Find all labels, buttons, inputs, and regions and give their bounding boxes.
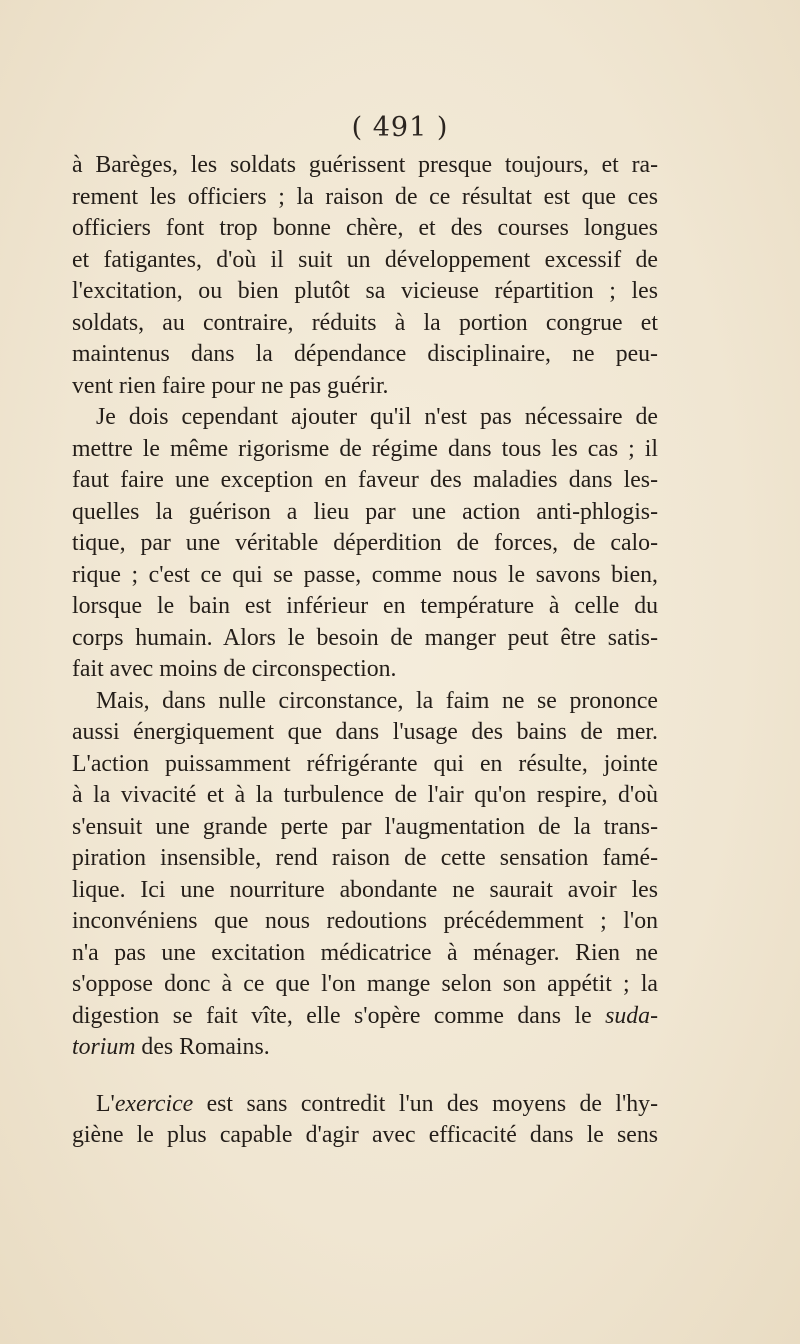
text-span: L' — [96, 1090, 115, 1117]
page-number: ( 491 ) — [351, 112, 449, 143]
paragraph-1 — [72, 150, 658, 402]
text-line: à la vivacité et à la turbulence de l'air qu'on respire, d'où — [72, 782, 658, 808]
text-line: faut faire une exception en faveur des maladies dans les- — [72, 467, 658, 493]
italic-word: exercice — [114, 1090, 194, 1117]
paragraph-gap — [72, 1064, 658, 1089]
text-line: s'ensuit une grande perte par l'augmentation de la trans- — [72, 813, 658, 840]
paragraph-4 — [72, 1089, 658, 1152]
text-line: rique ; c'est ce qui se passe, comme nous le savons bien, — [72, 561, 658, 588]
text-line: lique. Ici une nourriture abondante ne saurait avoir les — [72, 876, 658, 903]
text-line: s'oppose donc à ce que l'on mange selon son appétit ; la — [72, 971, 658, 997]
text-line-mixed — [72, 1089, 658, 1121]
text-line: tique, par une véritable déperdition de forces, de calo- — [72, 530, 658, 556]
text-line: fait avec moins de circonspection. — [72, 656, 397, 682]
text-line-mixed — [72, 1001, 658, 1033]
text-line: officiers font trop bonne chère, et des courses longues — [72, 215, 658, 241]
paragraph-2 — [72, 402, 658, 686]
text-line: inconvéniens que nous redoutions précédemment ; l'on — [72, 908, 658, 934]
text-line: à Barèges, les soldats guérissent presque toujours, et ra- — [72, 152, 658, 178]
text-line: l'excitation, ou bien plutôt sa vicieuse répartition ; les — [72, 278, 658, 304]
text-line-mixed — [72, 1032, 658, 1064]
text-line: aussi énergiquement que dans l'usage des bains de mer. — [72, 719, 658, 745]
text-line: lorsque le bain est inférieur en température à celle du — [72, 593, 658, 619]
body-text — [72, 150, 658, 1152]
text-line: soldats, au contraire, réduits à la portion congrue et — [72, 309, 658, 336]
text-line: mettre le même rigorisme de régime dans tous les cas ; il — [72, 435, 658, 462]
text-line: et fatigantes, d'où il suit un développement excessif de — [72, 246, 658, 273]
text-line: Mais, dans nulle circonstance, la faim ne se prononce — [96, 687, 658, 714]
italic-word: suda- — [605, 1002, 659, 1029]
text-span: est sans contredit l'un des moyens de l'hy- — [193, 1090, 658, 1117]
paragraph-3 — [72, 686, 658, 1064]
text-line: piration insensible, rend raison de cette sensation famé- — [72, 845, 658, 871]
text-line: vent rien faire pour ne pas guérir. — [72, 372, 389, 399]
text-line: Je dois cependant ajouter qu'il n'est pas nécessaire de — [96, 404, 658, 430]
italic-word: torium — [72, 1034, 136, 1060]
text-line: corps humain. Alors le besoin de manger peut être satis- — [72, 624, 658, 651]
text-span: des Romains. — [135, 1034, 270, 1060]
text-line: quelles la guérison a lieu par une action anti-phlogis- — [72, 498, 658, 525]
text-line: maintenus dans la dépendance disciplinaire, ne peu- — [72, 341, 658, 367]
text-line: L'action puissamment réfrigérante qui en résulte, jointe — [72, 750, 658, 777]
text-line: n'a pas une excitation médicatrice à ménager. Rien ne — [72, 939, 658, 966]
text-line: rement les officiers ; la raison de ce résultat est que ces — [72, 183, 658, 210]
text-span: digestion se fait vîte, elle s'opère comme dans le — [72, 1002, 592, 1029]
text-line: giène le plus capable d'agir avec efficacité dans le sens — [72, 1122, 658, 1148]
